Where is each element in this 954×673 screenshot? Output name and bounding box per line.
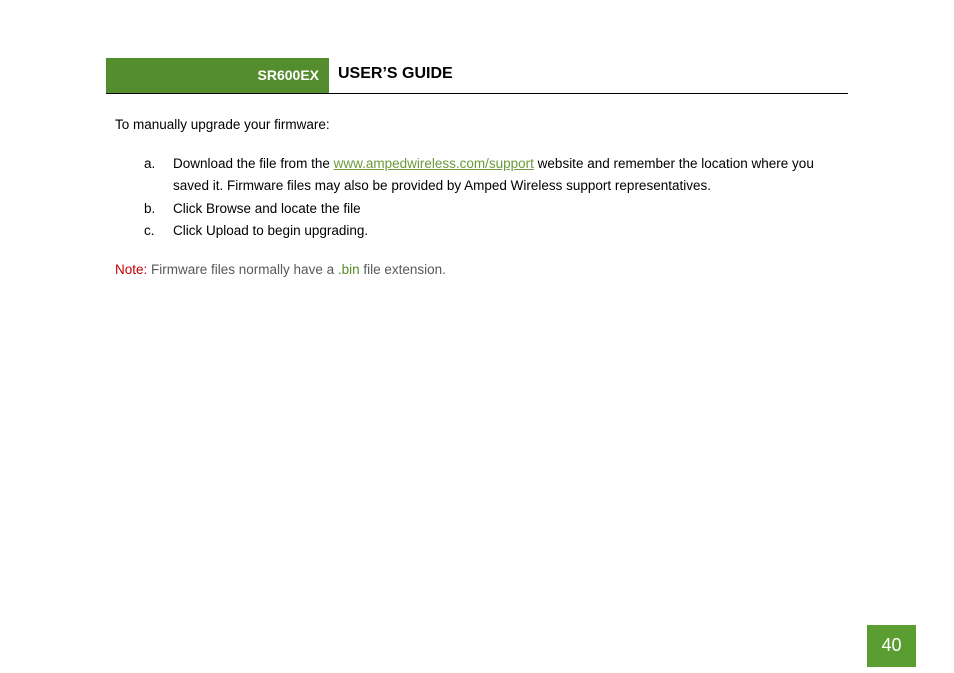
list-item-text: Click Browse and locate the file	[173, 201, 361, 216]
note-label: Note:	[115, 262, 148, 277]
list-item-text	[173, 153, 853, 197]
step-text-after: website and remember the location where you saved it. Firmware files may also be provided by Amped Wireless support representatives.	[173, 156, 814, 193]
support-link[interactable]: www.ampedwireless.com/support	[333, 156, 534, 171]
list-marker: a.	[144, 156, 156, 171]
list-marker: b.	[144, 201, 156, 216]
page-number: 40	[867, 625, 916, 667]
header-bar	[106, 58, 329, 93]
header-divider	[106, 93, 848, 94]
note	[115, 262, 446, 277]
list-item-text: Click Upload to begin upgrading.	[173, 223, 369, 238]
note-text-before: Firmware files normally have a	[147, 262, 338, 277]
note-text-after: file extension.	[359, 262, 446, 277]
intro-text: To manually upgrade your firmware:	[115, 117, 330, 132]
list-marker: c.	[144, 223, 155, 238]
guide-title: USER’S GUIDE	[338, 65, 453, 82]
file-extension: .bin	[337, 262, 360, 277]
product-name: SR600EX	[257, 67, 319, 83]
step-text-before: Download the file from the	[173, 156, 334, 171]
